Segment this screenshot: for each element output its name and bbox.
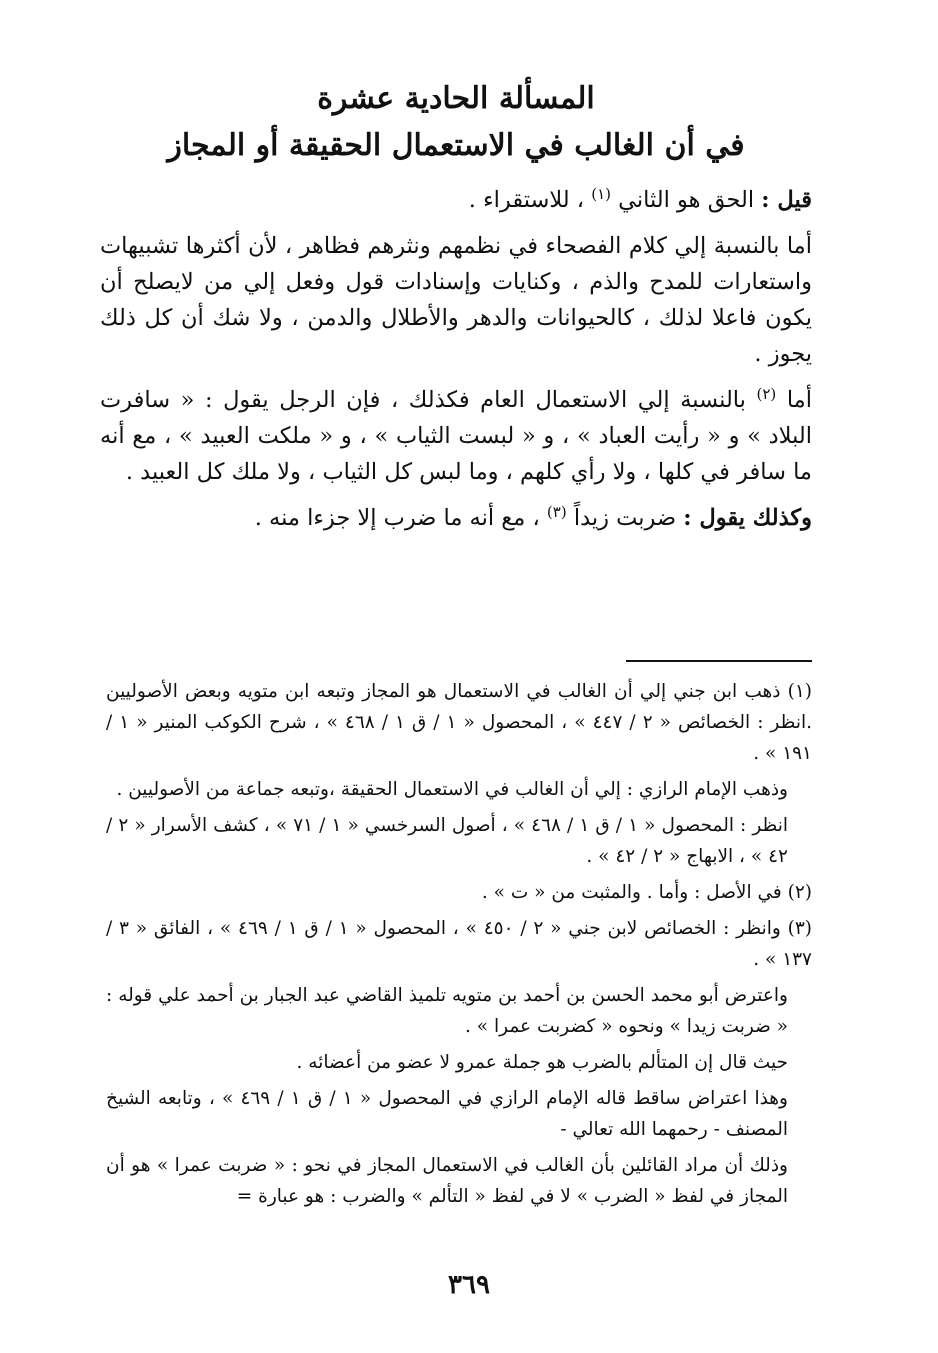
paragraph-1 <box>100 182 812 218</box>
footnote-3-statement: حيث قال إن المتألم بالضرب هو جملة عمرو لا عضو من أعضائه . <box>296 1052 788 1073</box>
paragraph-3 <box>100 382 812 490</box>
paragraph-4-tail: ، مع أنه ما ضرب إلا جزءا منه . <box>254 505 540 531</box>
footnotes <box>106 676 812 1217</box>
paragraph-1-text: الحق هو الثاني <box>618 187 755 213</box>
paragraph-4 <box>100 500 812 536</box>
paragraph-3-start: أما <box>786 387 812 413</box>
footnote-ref-2: (٢) <box>756 385 777 403</box>
footnote-ref-3: (٣) <box>546 503 567 521</box>
paragraph-4-lead: وكذلك يقول : <box>683 505 812 531</box>
footnote-3-objection: واعترض أبو محمد الحسن بن أحمد بن متويه تلميذ القاضي عبد الجبار بن أحمد علي قوله : « ضربت زيدا » ونحوه « كضربت عمرا » . <box>106 985 788 1037</box>
footnote-ref-1: (١) <box>591 185 611 203</box>
paragraph-1-lead: قيل : <box>761 187 812 213</box>
footnote-3-explanation: وذلك أن مراد القائلين بأن الغالب في الاستعمال المجاز في نحو : « ضربت عمرا » هو أن المجاز في لفظ « الضرب » لا في لفظ « التألم » والضرب : هو عبارة = <box>106 1155 788 1207</box>
paragraph-2: أما بالنسبة إلي كلام الفصحاء في نظمهم ونثرهم فظاهر ، لأن أكثرها تشبيهات واستعارات للمدح والذم ، وكنايات وإسنادات قول وفعل إلي من لايصلح أن يكون فاعلا لذلك ، كالحيوانات والدهر والأطلال والدمن ، ولا شك أن كل ذلك يجوز . <box>100 233 812 367</box>
chapter-heading <box>100 78 812 168</box>
paragraph-3-text: بالنسبة إلي الاستعمال العام فكذلك ، فإن الرجل يقول : « سافرت البلاد » و « رأيت العباد » ، و « لبست الثياب » ، و « ملكت العبيد » ، مع أنه ما سافر في كلها ، ولا رأي كلهم ، وما لبس كل الثياب ، ولا ملك كل العبيد . <box>100 387 812 485</box>
footnote-2: (٢) في الأصل : وأما . والمثبت من « ت » . <box>481 882 812 903</box>
footnote-3-rebuttal: وهذا اعتراض ساقط قاله الإمام الرازي في المحصول « ١ / ق ١ / ٤٦٩ » ، وتابعه الشيخ المصنف - رحمهما الله تعالي - <box>106 1088 788 1140</box>
paragraph-4-text: ضربت زيداً <box>573 505 677 531</box>
main-text <box>100 182 812 536</box>
heading-title: المسألة الحادية عشرة <box>317 81 595 116</box>
paragraph-1-tail: ، للاستقراء . <box>468 187 585 213</box>
footnote-1-references: انظر : المحصول « ١ / ق ١ / ٤٦٨ » ، أصول السرخسي « ١ / ٧١ » ، كشف الأسرار « ٢ / ٤٢ » ، الابهاج « ٢ / ٤٢ » . <box>106 815 789 867</box>
footnote-3: (٣) وانظر : الخصائص لابن جني « ٢ / ٤٥٠ » ، المحصول « ١ / ق ١ / ٤٦٩ » ، الفائق « ٣ / ١٣٧ » . <box>106 918 812 970</box>
footnote-separator <box>626 660 812 662</box>
footnote-1-continued: وذهب الإمام الرازي : إلي أن الغالب في الاستعمال الحقيقة ،وتبعه جماعة من الأصوليين . <box>116 779 788 800</box>
footnote-1: (١) ذهب ابن جني إلي أن الغالب في الاستعمال هو المجاز وتبعه ابن متويه وبعض الأصوليين .انظر : الخصائص « ٢ / ٤٤٧ » ، المحصول « ١ / ق ١ / ٤٦٨ » ، شرح الكوكب المنير « ١ / ١٩١ » . <box>106 681 812 764</box>
heading-subtitle: في أن الغالب في الاستعمال الحقيقة أو المجاز <box>167 128 745 163</box>
page-number: ٣٦٩ <box>448 1270 490 1300</box>
